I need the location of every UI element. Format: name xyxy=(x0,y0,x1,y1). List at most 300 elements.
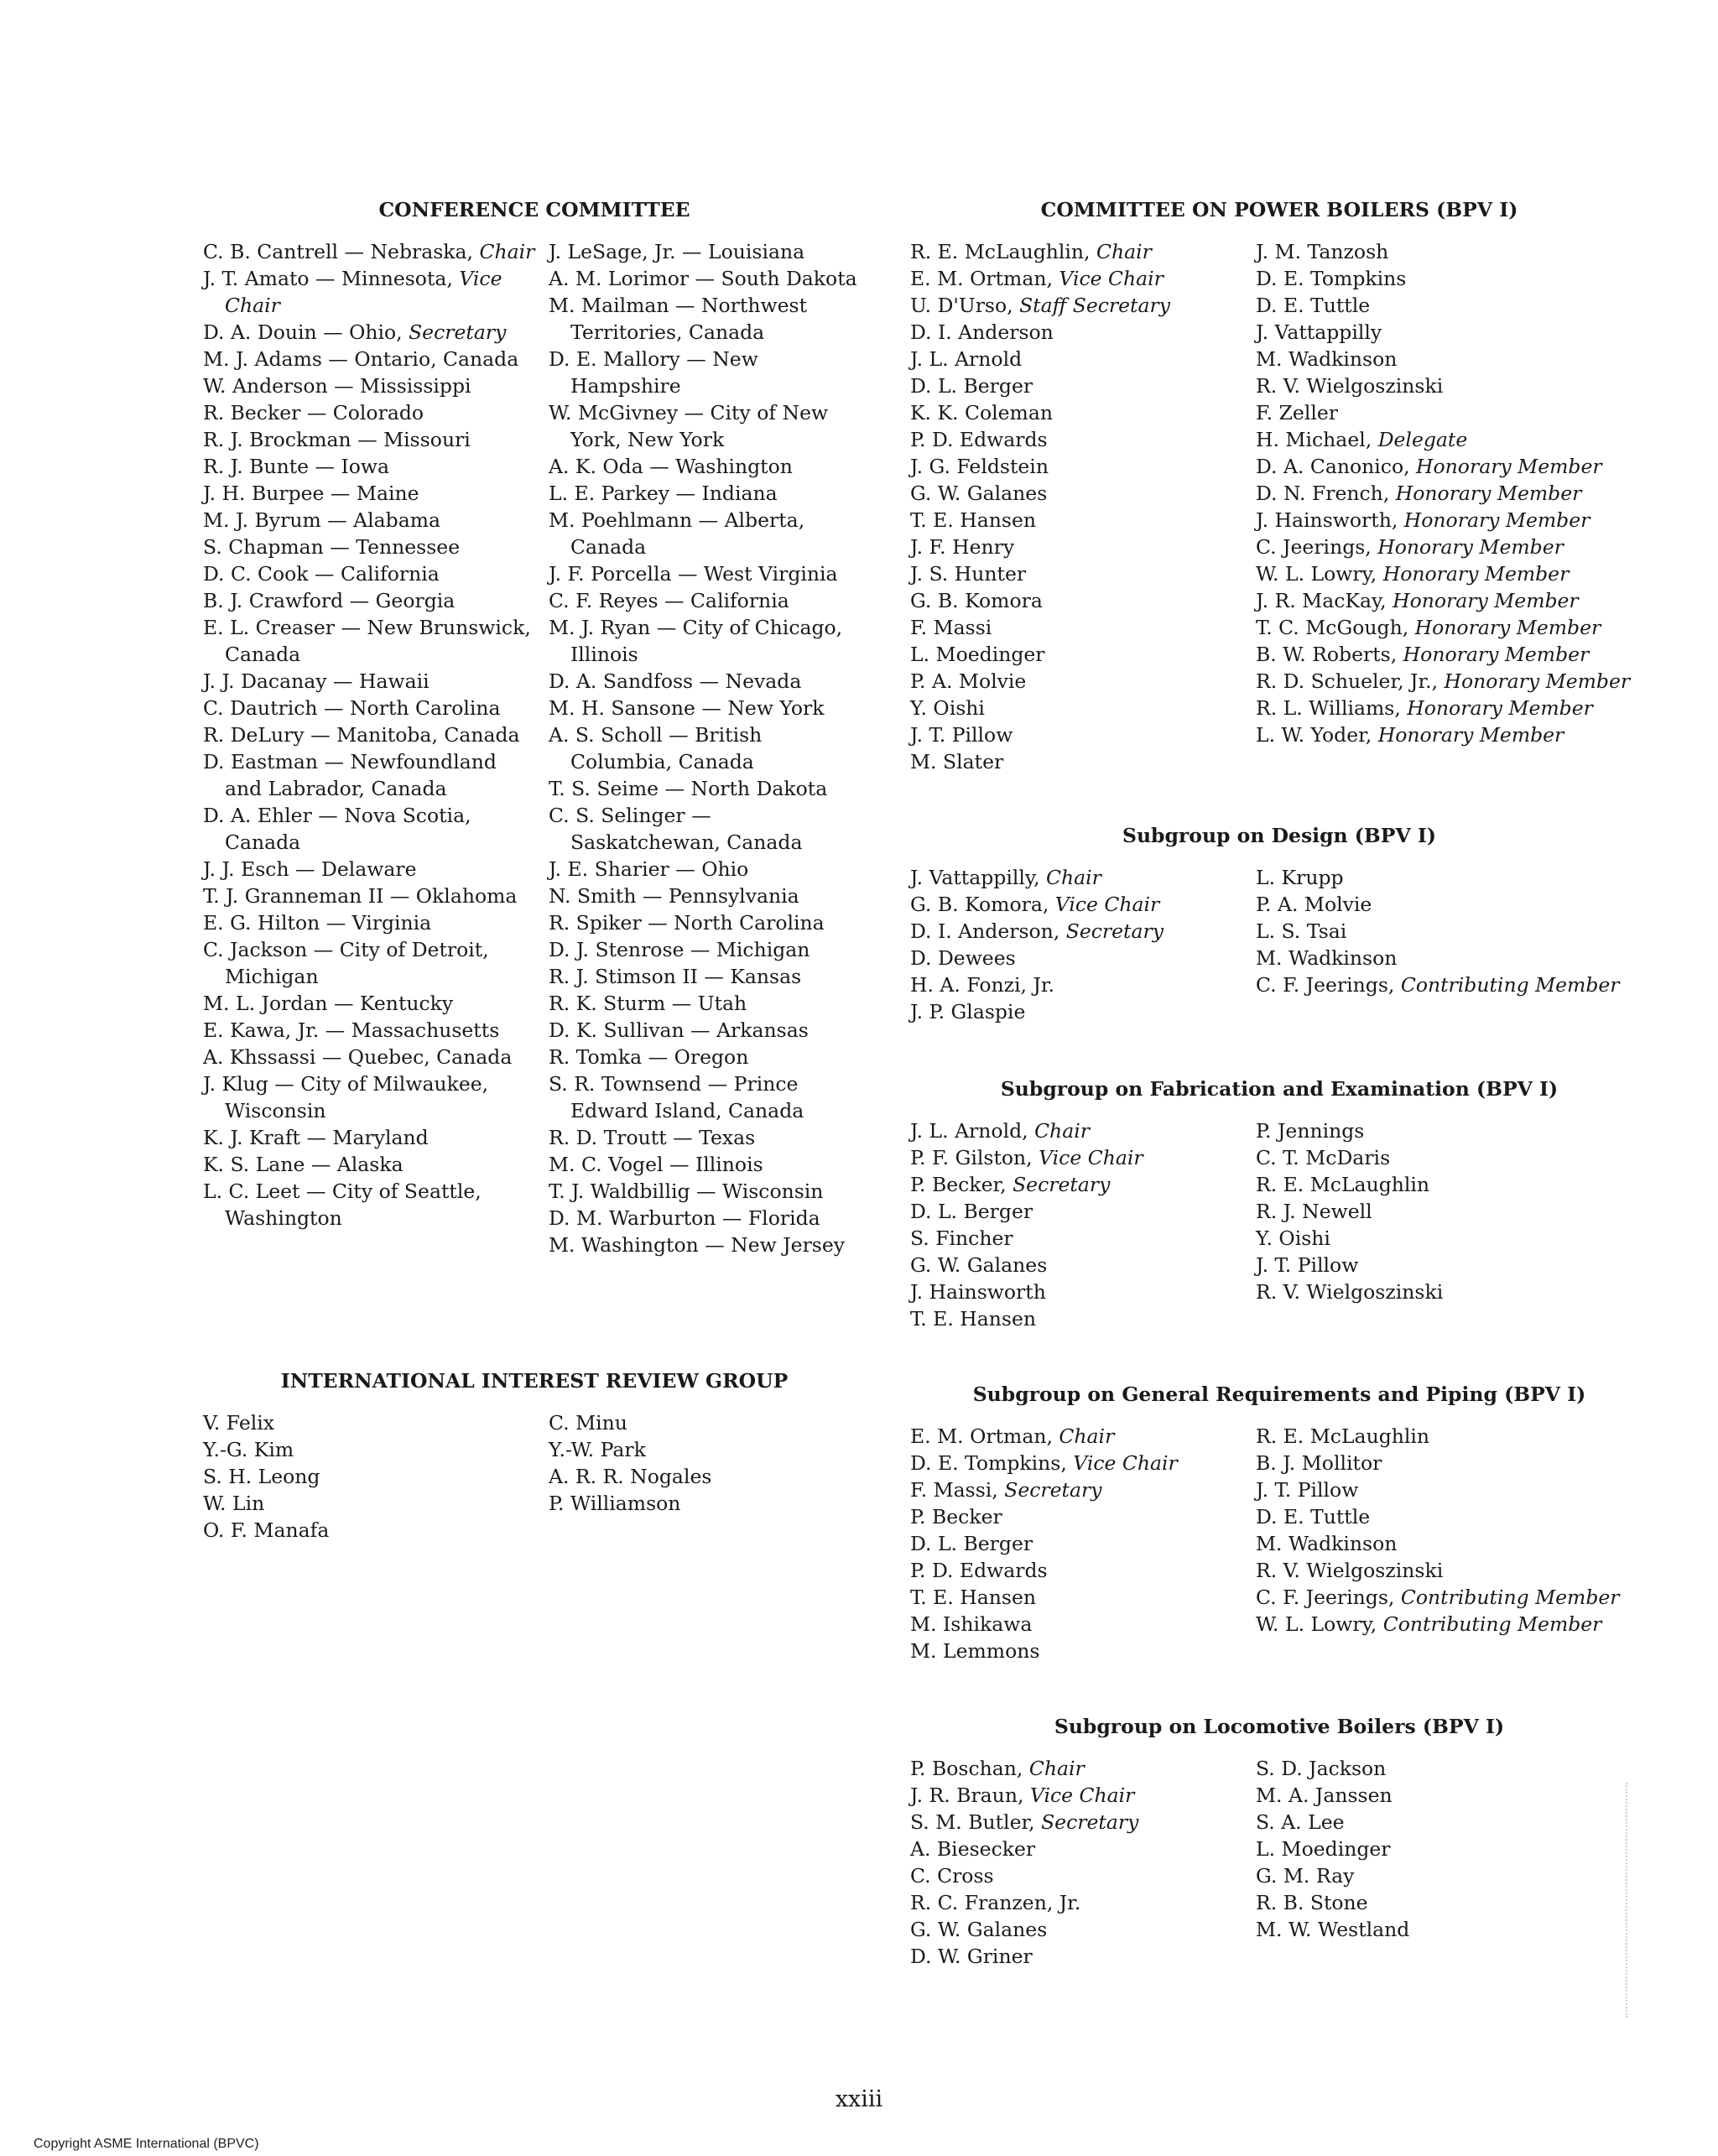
member-name: S. H. Leong xyxy=(203,1465,320,1488)
member-name: P. Boschan, xyxy=(910,1757,1029,1780)
member-entry xyxy=(1256,1476,1648,1503)
member-entry xyxy=(1256,534,1648,560)
member-name: Y. Oishi xyxy=(910,696,985,720)
member-entry xyxy=(203,1517,549,1544)
member-role: Contributing Member xyxy=(1382,1612,1602,1636)
member-name: R. J. Newell xyxy=(1256,1200,1372,1223)
member-entry xyxy=(203,265,539,319)
member-name: T. S. Seime — North Dakota xyxy=(549,777,828,800)
member-entry xyxy=(549,1151,866,1178)
member-entry xyxy=(203,453,539,480)
member-name: W. Lin xyxy=(203,1492,265,1515)
member-entry xyxy=(203,936,539,990)
member-name: D. A. Douin — Ohio, xyxy=(203,320,409,344)
member-name: D. I. Anderson xyxy=(910,320,1054,344)
member-name: R. E. McLaughlin, xyxy=(910,240,1096,263)
member-name: T. C. McGough, xyxy=(1256,616,1415,639)
member-name: S. R. Townsend — Prince Edward Island, Canada xyxy=(549,1072,804,1122)
member-name: H. Michael, xyxy=(1256,428,1378,451)
member-entry xyxy=(910,1836,1249,1862)
member-name: C. Jackson — City of Detroit, Michigan xyxy=(203,938,489,988)
member-entry xyxy=(203,1436,549,1463)
member-entry xyxy=(1256,265,1648,292)
member-role: Honorary Member xyxy=(1444,669,1631,693)
member-entry xyxy=(910,1943,1249,1970)
member-entry xyxy=(910,1530,1249,1557)
member-name: M. Poehlmann — Alberta, Canada xyxy=(549,508,805,559)
member-name: R. L. Williams, xyxy=(1256,696,1408,720)
member-role: Delegate xyxy=(1377,428,1468,451)
member-name: D. M. Warburton — Florida xyxy=(549,1206,820,1230)
member-name: D. L. Berger xyxy=(910,1200,1033,1223)
member-role: Honorary Member xyxy=(1395,482,1582,505)
member-name: A. M. Lorimor — South Dakota xyxy=(549,267,857,290)
member-column xyxy=(910,1117,1256,1332)
member-role: Chair xyxy=(1059,1424,1115,1448)
member-column xyxy=(1256,238,1648,775)
member-role: Honorary Member xyxy=(1382,562,1570,586)
member-name: C. Jeerings, xyxy=(1256,535,1378,559)
member-name: E. L. Creaser — New Brunswick, Canada xyxy=(203,616,531,666)
member-entry xyxy=(549,963,866,990)
member-entry xyxy=(1256,1171,1648,1198)
member-column xyxy=(1256,1423,1648,1664)
member-role: Honorary Member xyxy=(1377,723,1564,747)
member-entry xyxy=(1256,614,1648,641)
member-name: L. C. Leet — City of Seattle, Washington xyxy=(203,1180,482,1230)
member-name: B. J. Crawford — Georgia xyxy=(203,589,456,612)
member-entry xyxy=(910,918,1249,945)
member-name: L. W. Yoder, xyxy=(1256,723,1378,747)
member-name: J. T. Amato — Minnesota, xyxy=(203,267,460,290)
member-name: D. K. Sullivan — Arkansas xyxy=(549,1018,809,1042)
section-heading: Subgroup on Fabrication and Examination (BPV I) xyxy=(1000,1077,1559,1101)
member-entry xyxy=(910,1198,1249,1225)
member-entry xyxy=(203,587,539,614)
member-name: R. J. Bunte — Iowa xyxy=(203,455,390,478)
member-name: C. Minu xyxy=(549,1411,627,1435)
member-name: C. Dautrich — North Carolina xyxy=(203,696,501,720)
member-name: D. L. Berger xyxy=(910,1532,1033,1555)
member-entry xyxy=(910,721,1249,748)
member-name: A. R. R. Nogales xyxy=(549,1465,712,1488)
member-name: R. D. Troutt — Texas xyxy=(549,1126,756,1149)
member-entry xyxy=(910,1889,1249,1916)
member-entry xyxy=(910,1476,1249,1503)
member-entry xyxy=(910,507,1249,534)
member-entry xyxy=(1256,560,1648,587)
member-name: G. M. Ray xyxy=(1256,1864,1355,1888)
member-column xyxy=(203,238,549,1258)
member-columns xyxy=(910,1117,1648,1332)
subgroup-locomotive-boilers-section xyxy=(910,1713,1648,1970)
member-role: Staff Secretary xyxy=(1019,294,1171,317)
member-entry xyxy=(203,883,539,909)
member-entry xyxy=(910,1117,1249,1144)
section-heading: COMMITTEE ON POWER BOILERS (BPV I) xyxy=(1040,198,1518,221)
member-entry xyxy=(1256,864,1648,891)
member-name: R. D. Schueler, Jr., xyxy=(1256,669,1445,693)
member-name: F. Massi, xyxy=(910,1478,1005,1502)
member-name: R. C. Franzen, Jr. xyxy=(910,1891,1081,1914)
member-name: M. J. Ryan — City of Chicago, Illinois xyxy=(549,616,843,666)
member-column xyxy=(1256,864,1648,1025)
member-name: T. E. Hansen xyxy=(910,1307,1036,1331)
member-name: A. K. Oda — Washington xyxy=(549,455,793,478)
member-entry xyxy=(203,507,539,534)
member-name: J. Vattappilly xyxy=(1256,320,1382,344)
member-entry xyxy=(1256,1252,1648,1278)
member-name: M. Washington — New Jersey xyxy=(549,1233,846,1257)
member-name: R. Spiker — North Carolina xyxy=(549,911,825,935)
member-column xyxy=(910,1755,1256,1970)
member-name: V. Felix xyxy=(203,1411,275,1435)
member-entry xyxy=(910,748,1249,775)
member-name: C. T. McDaris xyxy=(1256,1146,1391,1169)
member-column xyxy=(1256,1755,1648,1970)
member-name: C. F. Jeerings, xyxy=(1256,973,1401,997)
member-name: Y.-W. Park xyxy=(549,1438,646,1461)
member-name: U. D'Urso, xyxy=(910,294,1020,317)
member-name: M. H. Sansone — New York xyxy=(549,696,825,720)
member-entry xyxy=(549,936,866,963)
member-entry xyxy=(910,372,1249,399)
member-entry xyxy=(203,695,539,721)
member-entry xyxy=(910,1305,1249,1332)
member-entry xyxy=(910,695,1249,721)
member-entry xyxy=(549,1017,866,1044)
subgroup-general-requirements-section xyxy=(910,1381,1648,1664)
member-name: M. A. Janssen xyxy=(1256,1784,1393,1807)
member-name: D. L. Berger xyxy=(910,374,1033,398)
member-name: M. C. Vogel — Illinois xyxy=(549,1153,763,1176)
member-entry xyxy=(910,399,1249,426)
member-role: Vice Chair xyxy=(1039,1146,1143,1169)
member-entry xyxy=(910,614,1249,641)
member-name: S. Fincher xyxy=(910,1226,1013,1250)
member-name: L. E. Parkey — Indiana xyxy=(549,482,778,505)
member-entry xyxy=(549,1436,866,1463)
member-name: B. W. Roberts, xyxy=(1256,643,1403,666)
member-name: M. J. Byrum — Alabama xyxy=(203,508,441,532)
member-entry xyxy=(1256,399,1648,426)
member-entry xyxy=(1256,1423,1648,1450)
member-entry xyxy=(203,1409,549,1436)
member-name: R. V. Wielgoszinski xyxy=(1256,1280,1444,1304)
member-name: D. C. Cook — California xyxy=(203,562,440,586)
member-entry xyxy=(549,668,866,695)
member-columns xyxy=(910,238,1648,775)
member-role: Contributing Member xyxy=(1400,1586,1620,1609)
member-entry xyxy=(910,1755,1249,1782)
conference-committee-section xyxy=(203,196,866,1258)
member-name: R. Becker — Colorado xyxy=(203,401,424,424)
member-name: W. McGivney — City of New York, New York xyxy=(549,401,829,451)
member-entry xyxy=(549,1409,866,1436)
member-role: Secretary xyxy=(1041,1810,1139,1834)
member-entry xyxy=(910,292,1249,319)
member-name: G. W. Galanes xyxy=(910,482,1048,505)
member-entry xyxy=(549,265,866,292)
member-column xyxy=(203,1409,549,1544)
member-entry xyxy=(549,1205,866,1232)
member-entry xyxy=(910,238,1249,265)
member-name: L. Moedinger xyxy=(1256,1837,1391,1861)
member-entry xyxy=(910,668,1249,695)
member-name: W. L. Lowry, xyxy=(1256,1612,1383,1636)
member-entry xyxy=(910,1809,1249,1836)
member-entry xyxy=(549,990,866,1017)
member-entry xyxy=(910,587,1249,614)
member-entry xyxy=(1256,1862,1648,1889)
member-name: R. DeLury — Manitoba, Canada xyxy=(203,723,520,747)
member-name: D. E. Tuttle xyxy=(1256,294,1371,317)
member-name: M. L. Jordan — Kentucky xyxy=(203,992,454,1015)
member-entry xyxy=(203,534,539,560)
member-role: Chair xyxy=(1028,1757,1085,1780)
member-entry xyxy=(1256,1755,1648,1782)
member-role: Vice Chair xyxy=(1059,267,1164,290)
section-heading: Subgroup on Design (BPV I) xyxy=(1122,824,1436,847)
member-name: J. M. Tanzosh xyxy=(1256,240,1389,263)
member-name: P. Jennings xyxy=(1256,1119,1365,1143)
member-entry xyxy=(549,507,866,560)
member-role: Contributing Member xyxy=(1400,973,1620,997)
member-name: P. F. Gilston, xyxy=(910,1146,1039,1169)
member-entry xyxy=(203,560,539,587)
member-entry xyxy=(549,614,866,668)
member-role: Honorary Member xyxy=(1377,535,1564,559)
member-name: R. B. Stone xyxy=(1256,1891,1368,1914)
member-entry xyxy=(549,1178,866,1205)
member-entry xyxy=(1256,1117,1648,1144)
member-entry xyxy=(910,1782,1249,1809)
member-entry xyxy=(549,1463,866,1490)
member-name: C. F. Jeerings, xyxy=(1256,1586,1401,1609)
member-name: M. Wadkinson xyxy=(1256,946,1398,970)
member-entry xyxy=(1256,1836,1648,1862)
member-name: S. M. Butler, xyxy=(910,1810,1042,1834)
member-entry xyxy=(549,238,866,265)
member-name: P. A. Molvie xyxy=(910,669,1027,693)
member-name: T. J. Granneman II — Oklahoma xyxy=(203,884,518,908)
member-name: P. A. Molvie xyxy=(1256,893,1372,916)
member-name: J. F. Porcella — West Virginia xyxy=(549,562,838,586)
member-entry xyxy=(910,1638,1249,1664)
member-name: J. Klug — City of Milwaukee, Wisconsin xyxy=(203,1072,489,1122)
page-number: xxiii xyxy=(835,2086,883,2112)
member-entry xyxy=(549,1232,866,1258)
member-name: P. Becker xyxy=(910,1505,1002,1528)
member-name: R. J. Stimson II — Kansas xyxy=(549,965,802,988)
member-name: J. E. Sharier — Ohio xyxy=(549,857,749,881)
member-name: M. Mailman — Northwest Territories, Canada xyxy=(549,294,808,344)
member-entry xyxy=(549,1070,866,1124)
member-name: D. Dewees xyxy=(910,946,1016,970)
member-entry xyxy=(549,560,866,587)
member-entry xyxy=(203,748,539,802)
member-entry xyxy=(1256,1198,1648,1225)
member-entry xyxy=(910,1611,1249,1638)
member-name: O. F. Manafa xyxy=(203,1518,330,1542)
member-entry xyxy=(910,1225,1249,1252)
member-column xyxy=(910,238,1256,775)
member-name: G. B. Komora xyxy=(910,589,1043,612)
member-entry xyxy=(203,426,539,453)
member-entry xyxy=(1256,1916,1648,1943)
member-entry xyxy=(203,480,539,507)
member-name: S. Chapman — Tennessee xyxy=(203,535,461,559)
member-name: H. A. Fonzi, Jr. xyxy=(910,973,1055,997)
member-name: E. Kawa, Jr. — Massachusetts xyxy=(203,1018,500,1042)
member-entry xyxy=(1256,641,1648,668)
member-name: P. Williamson xyxy=(549,1492,681,1515)
member-name: J. H. Burpee — Maine xyxy=(203,482,419,505)
member-name: R. V. Wielgoszinski xyxy=(1256,374,1444,398)
member-name: J. LeSage, Jr. — Louisiana xyxy=(549,240,805,263)
member-name: C. S. Selinger — Saskatchewan, Canada xyxy=(549,804,803,854)
member-entry xyxy=(203,614,539,668)
member-role: Chair xyxy=(1034,1119,1090,1143)
member-name: D. A. Sandfoss — Nevada xyxy=(549,669,802,693)
member-columns xyxy=(910,1755,1648,1970)
member-entry xyxy=(1256,1144,1648,1171)
member-name: R. E. McLaughlin xyxy=(1256,1173,1430,1196)
member-entry xyxy=(549,909,866,936)
member-entry xyxy=(1256,426,1648,453)
member-entry xyxy=(910,864,1249,891)
member-entry xyxy=(910,891,1249,918)
member-entry xyxy=(1256,346,1648,372)
member-name: L. Moedinger xyxy=(910,643,1045,666)
scan-artifact-marks xyxy=(1626,1783,1632,2018)
member-name: T. E. Hansen xyxy=(910,1586,1036,1609)
member-entry xyxy=(1256,721,1648,748)
member-name: G. W. Galanes xyxy=(910,1253,1048,1277)
member-entry xyxy=(203,372,539,399)
member-column xyxy=(1256,1117,1648,1332)
section-heading: CONFERENCE COMMITTEE xyxy=(378,198,690,221)
member-columns xyxy=(910,1423,1648,1664)
member-name: A. S. Scholl — British Columbia, Canada xyxy=(549,723,763,773)
member-name: C. B. Cantrell — Nebraska, xyxy=(203,240,480,263)
member-entry xyxy=(203,721,539,748)
member-entry xyxy=(203,1124,539,1151)
member-role: Honorary Member xyxy=(1403,643,1590,666)
member-name: J. L. Arnold, xyxy=(910,1119,1035,1143)
member-entry xyxy=(203,1178,539,1232)
member-entry xyxy=(1256,1278,1648,1305)
member-name: T. J. Waldbillig — Wisconsin xyxy=(549,1180,824,1203)
member-role: Honorary Member xyxy=(1393,589,1579,612)
member-name: D. A. Canonico, xyxy=(1256,455,1417,478)
member-name: M. Wadkinson xyxy=(1256,347,1398,371)
member-entry xyxy=(910,319,1249,346)
member-entry xyxy=(910,1278,1249,1305)
member-name: M. Slater xyxy=(910,750,1004,773)
member-entry xyxy=(1256,1889,1648,1916)
member-name: M. Lemmons xyxy=(910,1639,1040,1663)
member-name: J. T. Pillow xyxy=(1256,1253,1359,1277)
member-name: D. Eastman — Newfoundland and Labrador, Canada xyxy=(203,750,497,800)
member-entry xyxy=(549,802,866,856)
member-name: J. S. Hunter xyxy=(910,562,1027,586)
member-entry xyxy=(910,945,1249,971)
member-name: E. G. Hilton — Virginia xyxy=(203,911,432,935)
member-role: Honorary Member xyxy=(1407,696,1593,720)
member-column xyxy=(549,238,866,1258)
member-role: Honorary Member xyxy=(1403,508,1590,532)
member-name: T. E. Hansen xyxy=(910,508,1036,532)
member-entry xyxy=(1256,319,1648,346)
member-name: K. K. Coleman xyxy=(910,401,1053,424)
member-entry xyxy=(910,1450,1249,1476)
member-entry xyxy=(1256,1225,1648,1252)
member-entry xyxy=(549,453,866,480)
member-name: J. G. Feldstein xyxy=(910,455,1049,478)
member-column xyxy=(549,1409,866,1544)
member-entry xyxy=(1256,945,1648,971)
member-entry xyxy=(549,721,866,775)
member-column xyxy=(910,864,1256,1025)
member-role: Chair xyxy=(1096,240,1152,263)
member-name: N. Smith — Pennsylvania xyxy=(549,884,799,908)
member-entry xyxy=(1256,372,1648,399)
member-name: P. D. Edwards xyxy=(910,428,1048,451)
member-entry xyxy=(549,399,866,453)
member-entry xyxy=(1256,971,1648,998)
member-entry xyxy=(910,346,1249,372)
member-columns xyxy=(203,1409,866,1544)
member-name: M. Ishikawa xyxy=(910,1612,1033,1636)
power-boilers-committee-section xyxy=(910,196,1648,775)
member-entry xyxy=(549,883,866,909)
member-name: K. J. Kraft — Maryland xyxy=(203,1126,429,1149)
member-name: K. S. Lane — Alaska xyxy=(203,1153,403,1176)
member-entry xyxy=(1256,1450,1648,1476)
member-entry xyxy=(910,1171,1249,1198)
member-entry xyxy=(203,1463,549,1490)
member-name: J. Hainsworth xyxy=(910,1280,1046,1304)
member-name: R. K. Sturm — Utah xyxy=(549,992,747,1015)
member-name: P. Becker, xyxy=(910,1173,1013,1196)
member-entry xyxy=(203,990,539,1017)
member-name: A. Biesecker xyxy=(910,1837,1036,1861)
member-entry xyxy=(549,1124,866,1151)
member-name: C. Cross xyxy=(910,1864,994,1888)
member-entry xyxy=(910,426,1249,453)
member-entry xyxy=(549,1044,866,1070)
member-entry xyxy=(203,319,539,346)
member-name: F. Zeller xyxy=(1256,401,1338,424)
member-role: Honorary Member xyxy=(1416,455,1602,478)
member-entry xyxy=(1256,1584,1648,1611)
member-role: Chair xyxy=(1046,866,1101,889)
member-entry xyxy=(1256,1530,1648,1557)
member-name: P. D. Edwards xyxy=(910,1559,1048,1582)
member-entry xyxy=(910,480,1249,507)
subgroup-design-section xyxy=(910,822,1648,1025)
member-entry xyxy=(203,346,539,372)
member-entry xyxy=(1256,1557,1648,1584)
member-name: C. F. Reyes — California xyxy=(549,589,789,612)
member-entry xyxy=(1256,453,1648,480)
member-entry xyxy=(549,1490,866,1517)
member-name: D. W. Griner xyxy=(910,1945,1033,1968)
member-entry xyxy=(549,292,866,346)
section-heading: Subgroup on Locomotive Boilers (BPV I) xyxy=(1054,1715,1505,1738)
member-name: D. J. Stenrose — Michigan xyxy=(549,938,810,961)
